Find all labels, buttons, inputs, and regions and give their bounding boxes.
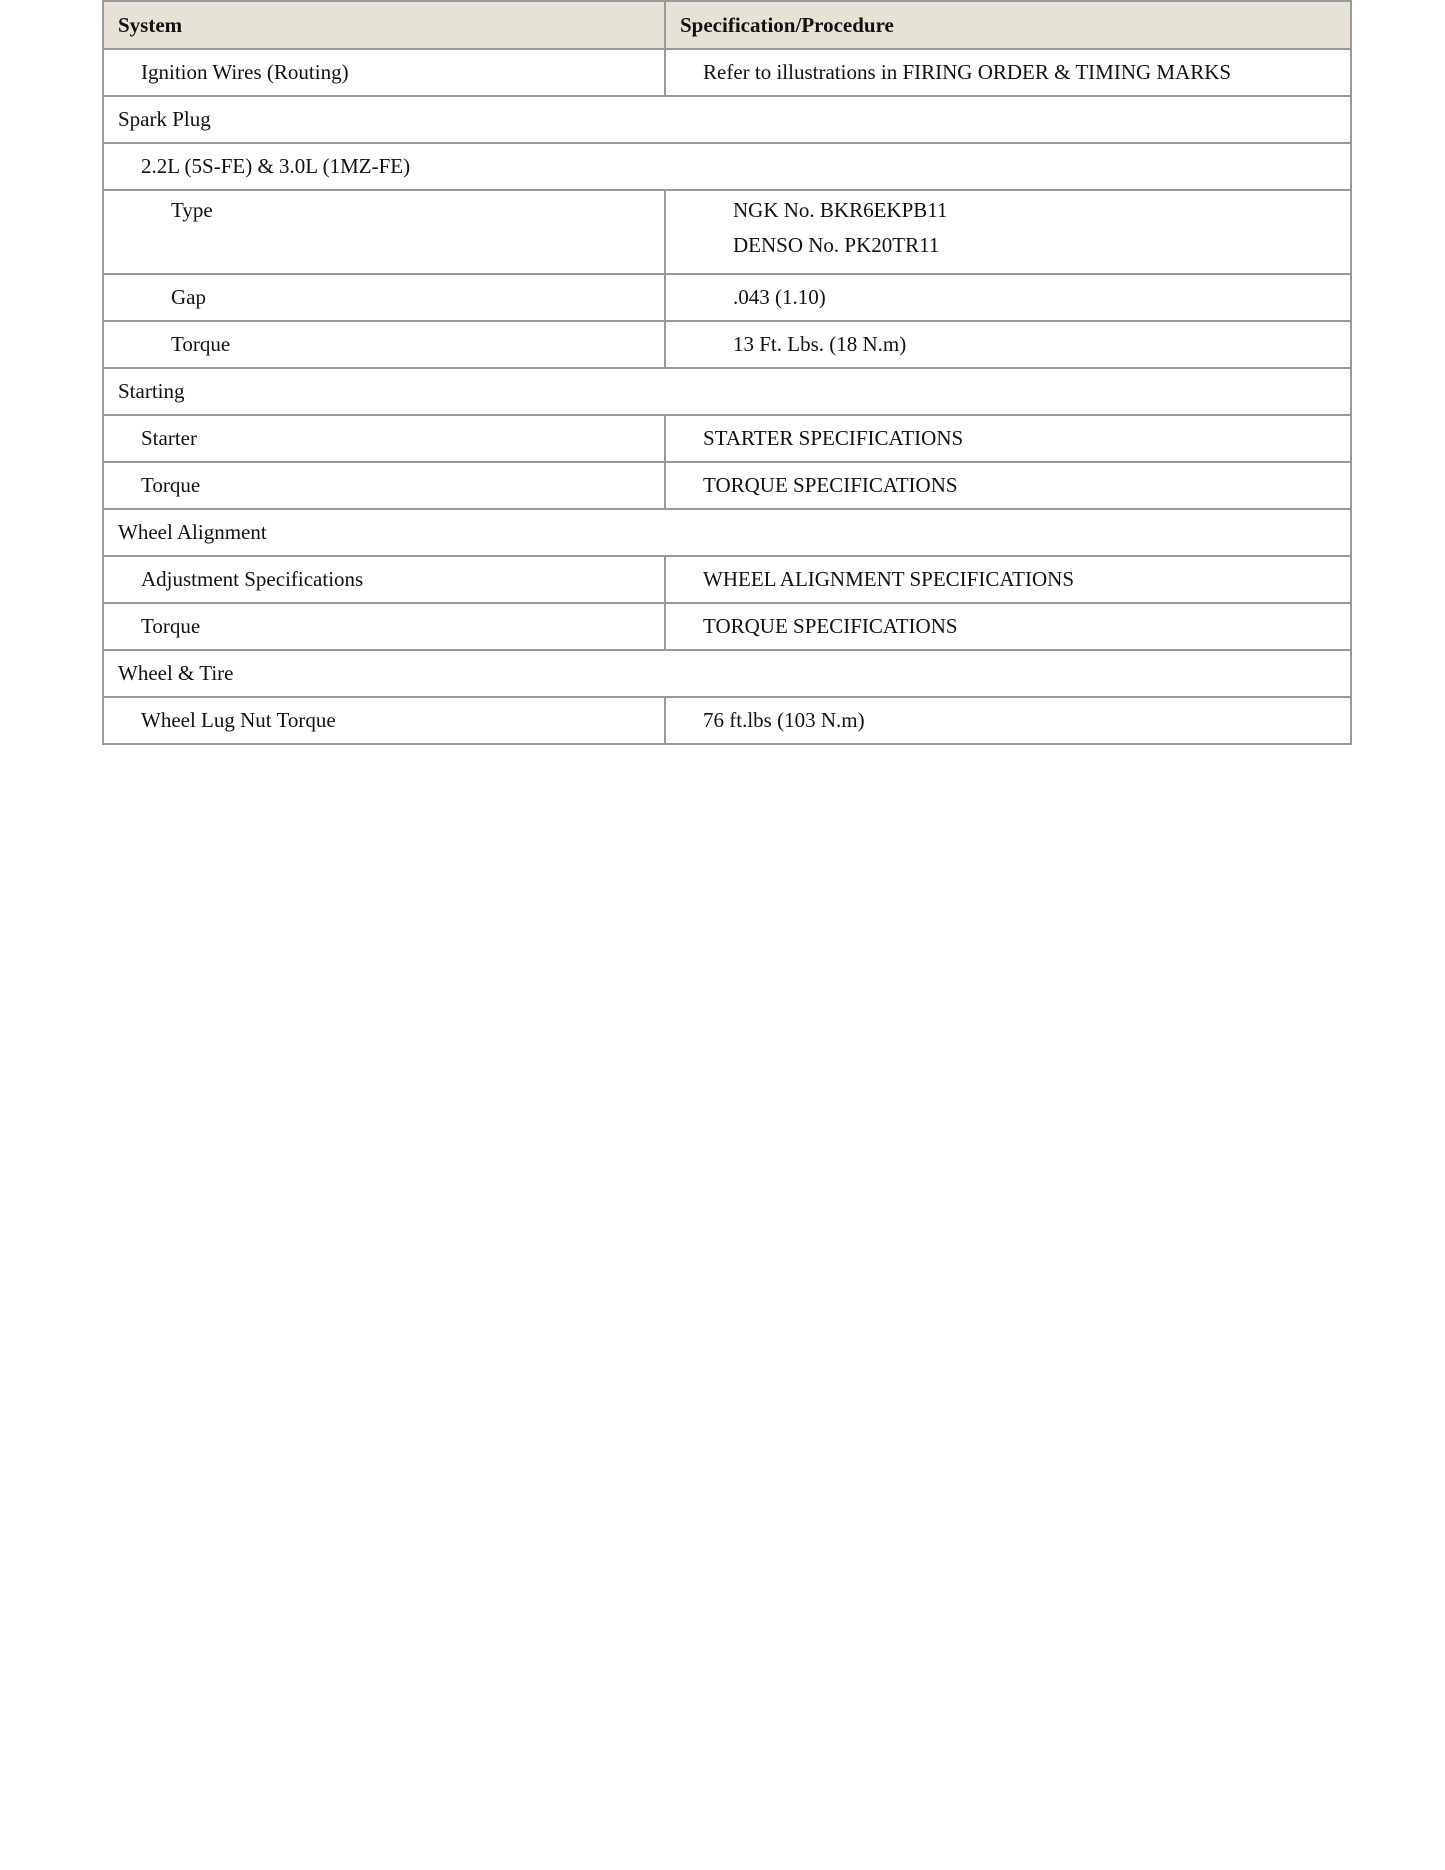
row-label: Starter xyxy=(103,415,665,462)
row-label: Torque xyxy=(103,462,665,509)
table-row xyxy=(103,556,1351,603)
row-value: TORQUE SPECIFICATIONS xyxy=(665,603,1351,650)
row-value xyxy=(665,190,1351,274)
row-label: Adjustment Specifications xyxy=(103,556,665,603)
table-row xyxy=(103,190,1351,274)
section-row xyxy=(103,650,1351,697)
table-row xyxy=(103,49,1351,96)
row-value: .043 (1.10) xyxy=(665,274,1351,321)
section-label: Wheel & Tire xyxy=(103,650,1351,697)
section-label: Starting xyxy=(103,368,1351,415)
row-value: 76 ft.lbs (103 N.m) xyxy=(665,697,1351,744)
row-label: Type xyxy=(103,190,665,274)
row-value: Refer to illustrations in FIRING ORDER & TIMING MARKS xyxy=(665,49,1351,96)
value-line: DENSO No. PK20TR11 xyxy=(733,233,940,257)
row-label: Wheel Lug Nut Torque xyxy=(103,697,665,744)
header-row xyxy=(103,1,1351,49)
table-row xyxy=(103,415,1351,462)
section-label: Spark Plug xyxy=(103,96,1351,143)
row-label: Ignition Wires (Routing) xyxy=(103,49,665,96)
specifications-table xyxy=(102,0,1352,745)
section-row xyxy=(103,509,1351,556)
row-label: Gap xyxy=(103,274,665,321)
row-value: WHEEL ALIGNMENT SPECIFICATIONS xyxy=(665,556,1351,603)
section-row xyxy=(103,368,1351,415)
row-value: 13 Ft. Lbs. (18 N.m) xyxy=(665,321,1351,368)
subsection-row xyxy=(103,143,1351,190)
table-row xyxy=(103,697,1351,744)
table-row xyxy=(103,603,1351,650)
table-row xyxy=(103,274,1351,321)
subsection-label: 2.2L (5S-FE) & 3.0L (1MZ-FE) xyxy=(103,143,1351,190)
table-row xyxy=(103,462,1351,509)
row-label: Torque xyxy=(103,321,665,368)
section-row xyxy=(103,96,1351,143)
header-specification: Specification/Procedure xyxy=(665,1,1351,49)
value-line: NGK No. BKR6EKPB11 xyxy=(733,198,948,222)
header-system: System xyxy=(103,1,665,49)
row-value: TORQUE SPECIFICATIONS xyxy=(665,462,1351,509)
row-label: Torque xyxy=(103,603,665,650)
table-row xyxy=(103,321,1351,368)
section-label: Wheel Alignment xyxy=(103,509,1351,556)
row-value: STARTER SPECIFICATIONS xyxy=(665,415,1351,462)
